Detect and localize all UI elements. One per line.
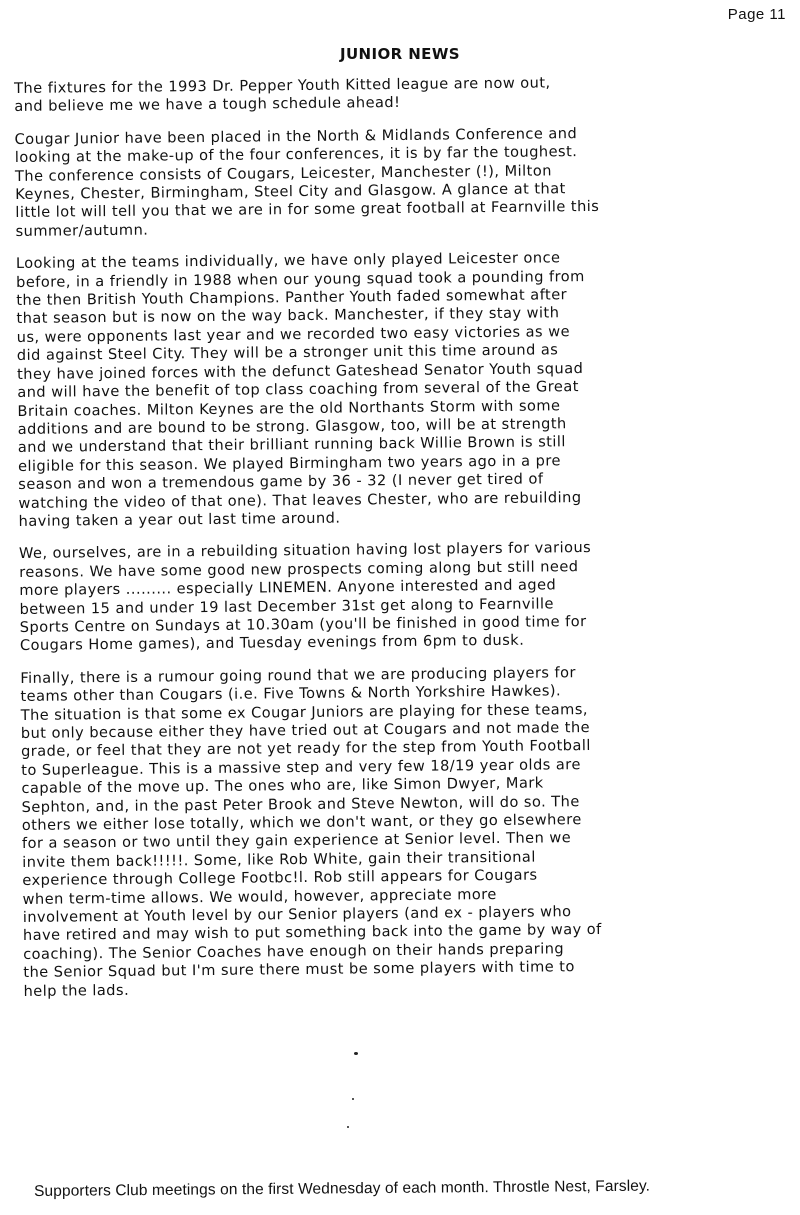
text-line: The conference consists of Cougars, Leicester, Manchester (!), Milton	[14, 161, 552, 185]
text-line: Britain coaches. Milton Keynes are the old Northants Storm with some	[17, 396, 561, 420]
text-line: looking at the make-up of the four conferences, it is by far the toughest.	[14, 143, 578, 167]
scan-speck	[354, 1052, 358, 1055]
scan-speck	[352, 1098, 354, 1100]
text-line: Sports Centre on Sundays at 10.30am (you'll be finished in good time for	[19, 613, 587, 636]
text-line: Keynes, Chester, Birmingham, Steel City and Glasgow. A glance at that	[15, 180, 566, 204]
paragraph-conference	[15, 123, 800, 242]
text-line: did against Steel City. They will be a stronger unit this time around as	[16, 341, 559, 365]
text-line: others we either lose totally, which we don't want, or they go elsewhere	[21, 811, 582, 834]
text-line: The fixtures for the 1993 Dr. Pepper Youth Kitted league are now out,	[14, 74, 551, 97]
article-title: JUNIOR NEWS	[340, 45, 460, 63]
text-line: more players ......... especially LINEMEN. Anyone interested and aged	[19, 576, 557, 600]
text-line: Finally, there is a rumour going round that we are producing players for	[20, 663, 577, 687]
text-line: that season but is now on the way back. Manchester, if they stay with	[16, 304, 560, 328]
paragraph-rebuilding	[19, 537, 800, 656]
article-body	[14, 72, 800, 1015]
text-line: help the lads.	[23, 981, 130, 1000]
paragraph-fixtures	[14, 72, 798, 117]
paragraph-rumour	[20, 662, 800, 1002]
text-line: but only because either they have tried out at Cougars and not made the	[20, 719, 591, 742]
text-line: eligible for this season. We played Birmingham two years ago in a pre	[17, 452, 561, 475]
text-line: Cougars Home games), and Tuesday evenings from 6pm to dusk.	[19, 632, 525, 655]
supporters-club-footer: Supporters Club meetings on the first Wednesday of each month. Throstle Nest, Farsley.	[34, 1177, 651, 1200]
text-line: little lot will tell you that we are in for some great football at Fearnville this	[15, 198, 600, 222]
text-line: teams other than Cougars (i.e. Five Towns & North Yorkshire Hawkes).	[20, 682, 562, 706]
text-line: involvement at Youth level by our Senior players (and ex - players who	[22, 903, 572, 927]
text-line: capable of the move up. The ones who are, like Simon Dwyer, Mark	[21, 774, 544, 798]
page-number: Page 11	[727, 6, 786, 23]
text-line: us, were opponents last year and we recorded two easy victories as we	[16, 323, 571, 346]
text-line: We, ourselves, are in a rebuilding situation having lost players for various	[18, 539, 592, 563]
text-line: additions and are bound to be strong. Glasgow, too, will be at strength	[17, 415, 567, 438]
text-line: and we understand that their brilliant running back Willie Brown is still	[17, 433, 566, 457]
text-line: experience through College Footbc!l. Rob still appears for Cougars	[22, 866, 538, 890]
text-line: season and won a tremendous game by 36 - 32 (I never get tired of	[18, 470, 544, 494]
text-line: coaching). The Senior Coaches have enough on their hands preparing	[23, 940, 565, 963]
scan-speck	[347, 1126, 349, 1128]
text-line: grade, or feel that they are not yet ready for the step from Youth Football	[20, 737, 591, 761]
text-line: having taken a year out last time around.	[18, 509, 341, 530]
text-line: The situation is that some ex Cougar Juniors are playing for these teams,	[20, 700, 589, 724]
text-line: Looking at the teams individually, we have only played Leicester once	[15, 249, 561, 273]
text-line: Cougar Junior have been placed in the North & Midlands Conference and	[14, 124, 578, 148]
text-line: watching the video of that one). That leaves Chester, who are rebuilding	[18, 488, 582, 512]
text-line: and believe me we have a tough schedule ahead!	[14, 94, 401, 116]
text-line: the Senior Squad but I'm sure there must be some players with time to	[23, 958, 575, 982]
text-line: the then British Youth Champions. Panther Youth faded somewhat after	[16, 286, 568, 310]
text-line: summer/autumn.	[15, 221, 149, 240]
text-line: invite them back!!!!!. Some, like Rob White, gain their transitional	[22, 848, 536, 871]
text-line: between 15 and under 19 last December 31st get along to Fearnville	[19, 594, 555, 618]
paragraph-teams	[16, 247, 800, 531]
text-line: when term-time allows. We would, however, appreciate more	[22, 885, 497, 908]
text-line: for a season or two until they gain experience at Senior level. Then we	[21, 829, 572, 853]
text-line: Sephton, and, in the past Peter Brook and Steve Newton, will do so. The	[21, 792, 580, 816]
text-line: have retired and may wish to put something back into the game by way of	[22, 921, 602, 945]
text-line: and will have the benefit of top class coaching from several of the Great	[17, 378, 579, 402]
text-line: they have joined forces with the defunct Gateshead Senator Youth squad	[16, 359, 584, 383]
text-line: reasons. We have some good new prospects coming along but still need	[19, 557, 579, 581]
text-line: to Superleague. This is a massive step and very few 18/19 year olds are	[21, 755, 581, 779]
text-line: before, in a friendly in 1988 when our young squad took a pounding from	[16, 267, 585, 291]
